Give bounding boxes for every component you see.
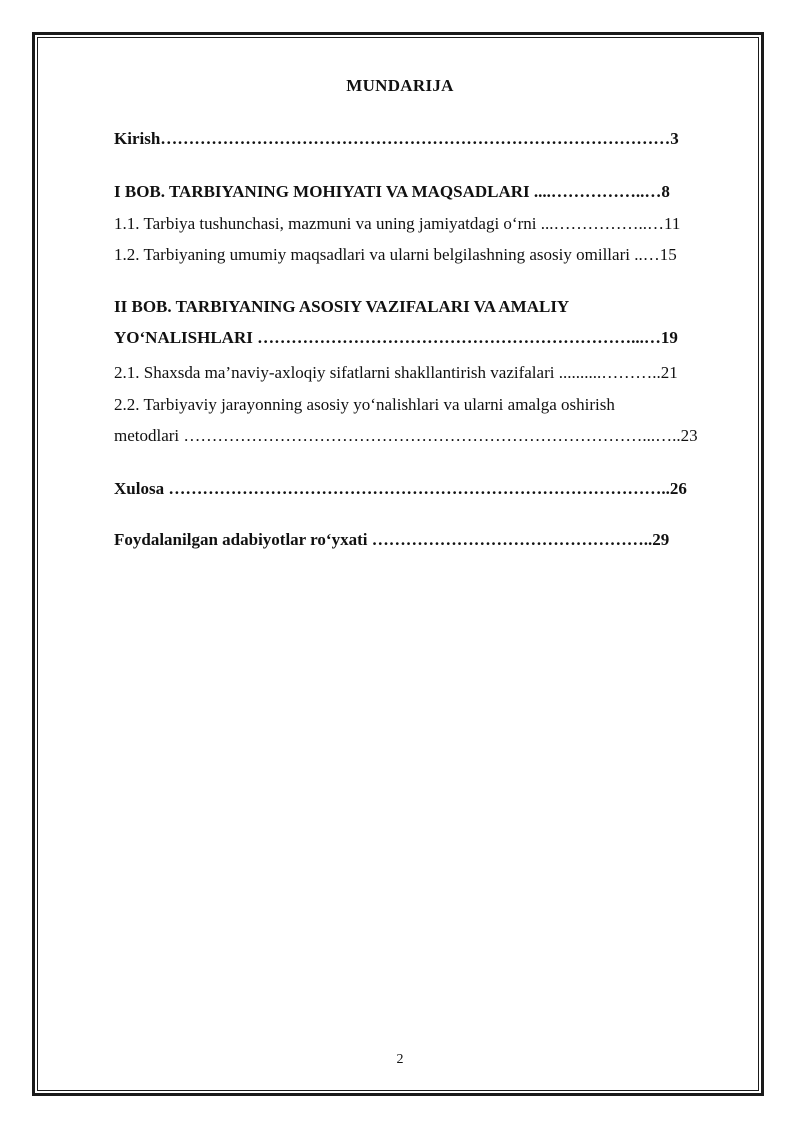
toc-leader-dots: ..… <box>634 245 660 264</box>
toc-entry-text: YO‘NALISHLARI <box>114 328 258 347</box>
toc-leader-dots: ………………………………………….. <box>371 530 653 549</box>
toc-leader-dots: ……………………………………………………………………………… <box>160 129 671 148</box>
toc-entry-text: II BOB. TARBIYANING ASOSIY VAZIFALARI VA AMALIY <box>114 297 570 316</box>
toc-leader-dots: ...……………..… <box>540 214 664 233</box>
toc-page-number: 26 <box>669 479 687 498</box>
toc-page-number: 21 <box>660 363 678 382</box>
page-title: MUNDARIJA <box>346 76 454 95</box>
toc-entry-text: metodlari <box>114 426 184 445</box>
toc-page-number: 23 <box>680 426 698 445</box>
toc-entry-xulosa <box>114 478 739 500</box>
toc-entry-text: Kirish <box>114 129 161 148</box>
toc-entry-text: Foydalanilgan adabiyotlar ro‘yxati <box>114 530 372 549</box>
toc-page-number: 29 <box>652 530 670 549</box>
toc-entry-text: Xulosa <box>114 479 169 498</box>
toc-page-number: 11 <box>663 214 681 233</box>
toc-entry-text: 2.2. Tarbiyaviy jarayonning asosiy yo‘nalishlari va ularni amalga oshirish <box>114 395 615 414</box>
toc-entry-text: 2.1. Shaxsda ma’naviy-axloqiy sifatlarni shakllantirish vazifalari <box>114 363 559 382</box>
toc-leader-dots: ..........……….. <box>558 363 661 382</box>
toc-entry-section-1-2 <box>114 244 739 266</box>
toc-entry-text: 1.1. Tarbiya tushunchasi, mazmuni va uning jamiyatdagi o‘rni <box>114 214 541 233</box>
toc-entry-chapter-1 <box>114 181 739 203</box>
footer-page-number: 2 <box>396 1052 404 1067</box>
toc-entry-section-2-2-line-1 <box>114 394 739 416</box>
toc-leader-dots: ....……………..… <box>533 182 662 201</box>
toc-page-number: 8 <box>661 182 670 201</box>
toc-entry-text: I BOB. TARBIYANING MOHIYATI VA MAQSADLARI <box>114 182 534 201</box>
toc-leader-dots: ………………………………………………………………………...….. <box>183 426 681 445</box>
toc-page-number: 15 <box>659 245 677 264</box>
toc-entry-kirish <box>114 128 739 150</box>
toc-page-number: 3 <box>670 129 679 148</box>
toc-entry-section-1-1 <box>114 213 739 235</box>
toc-leader-dots: …………………………………………………………………………….. <box>168 479 670 498</box>
toc-entry-chapter-2-line-1 <box>114 296 739 318</box>
toc-entry-section-2-1 <box>114 362 739 384</box>
toc-entry-chapter-2-line-2 <box>114 327 739 349</box>
toc-page-number: 19 <box>660 328 678 347</box>
toc-entry-section-2-2-line-2 <box>114 425 739 447</box>
toc-entry-text: 1.2. Tarbiyaning umumiy maqsadlari va ularni belgilashning asosiy omillari <box>114 245 635 264</box>
toc-leader-dots: …………………………………………………………...… <box>257 328 661 347</box>
toc-entry-references <box>114 529 739 551</box>
